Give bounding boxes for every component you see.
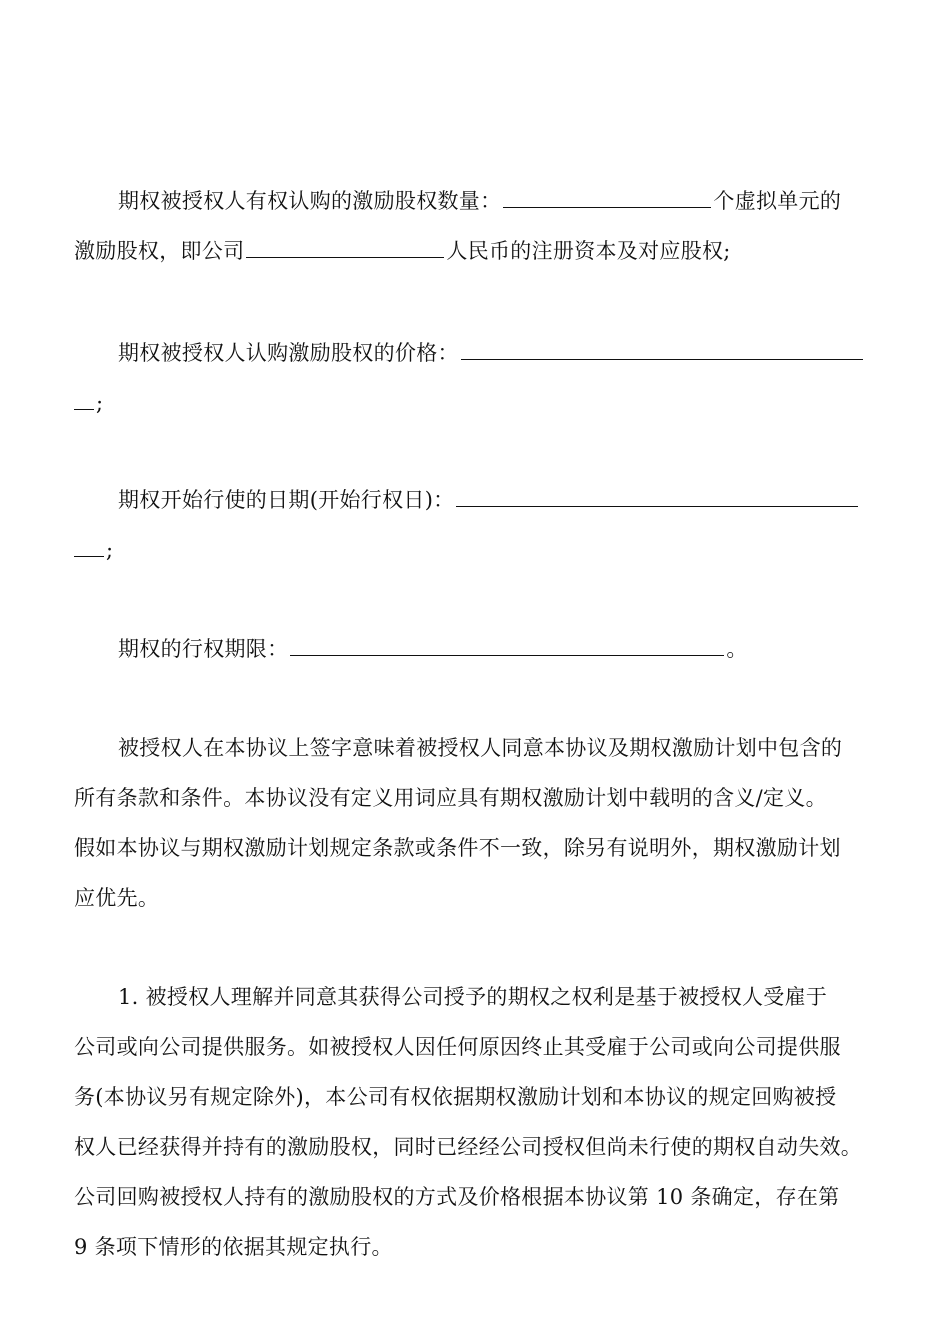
price-line-2 [74,388,103,418]
agreement-line-4: 应优先。 [74,886,160,910]
start-date-blank [456,488,858,507]
term-line [118,634,748,664]
start-date-line-1 [118,485,860,515]
start-date-blank-continued [74,538,104,557]
start-date-label: 期权开始行使的日期(开始行权日)： [118,488,455,512]
quantity-line-2 [74,236,731,266]
clause-1-line-2: 公司或向公司提供服务。如被授权人因任何原因终止其受雇于公司或向公司提供服 [74,1035,841,1059]
start-date-end-mark: ; [106,538,114,562]
quantity-blank [503,189,711,208]
start-date-line-2 [74,535,113,565]
capital-label: 激励股权，即公司 [74,239,245,263]
clause-1-line-3: 务(本协议另有规定除外)，本公司有权依据期权激励计划和本协议的规定回购被授 [74,1085,837,1109]
clause-1-line-6: 9 条项下情形的依据其规定执行。 [74,1235,393,1259]
clause-1-line-1: 1. 被授权人理解并同意其获得公司授予的期权之权利是基于被授权人受雇于 [118,985,828,1009]
clause-1-line-5: 公司回购被授权人持有的激励股权的方式及价格根据本协议第 10 条确定，存在第 [74,1185,840,1209]
capital-suffix-text: 人民币的注册资本及对应股权; [446,239,731,263]
price-label: 期权被授权人认购激励股权的价格： [118,341,459,365]
term-end-mark: 。 [726,637,748,661]
clause-1-line-4: 权人已经获得并持有的激励股权，同时已经经公司授权但尚未行使的期权自动失效。 [74,1135,863,1159]
capital-blank [246,239,444,258]
quantity-unit-text: 个虚拟单元的 [713,189,842,213]
agreement-line-3: 假如本协议与期权激励计划规定条款或条件不一致，除另有说明外，期权激励计划 [74,836,841,860]
agreement-line-2: 所有条款和条件。本协议没有定义用词应具有期权激励计划中载明的含义/定义。 [74,786,827,810]
price-end-mark: ; [96,391,104,415]
term-label: 期权的行权期限： [118,637,289,661]
price-blank [461,341,863,360]
quantity-label: 期权被授权人有权认购的激励股权数量： [118,189,502,213]
agreement-line-1: 被授权人在本协议上签字意味着被授权人同意本协议及期权激励计划中包含的 [118,736,843,760]
term-blank [290,637,724,656]
price-line-1 [118,338,865,368]
quantity-line-1 [118,186,841,216]
price-blank-continued [74,391,94,410]
